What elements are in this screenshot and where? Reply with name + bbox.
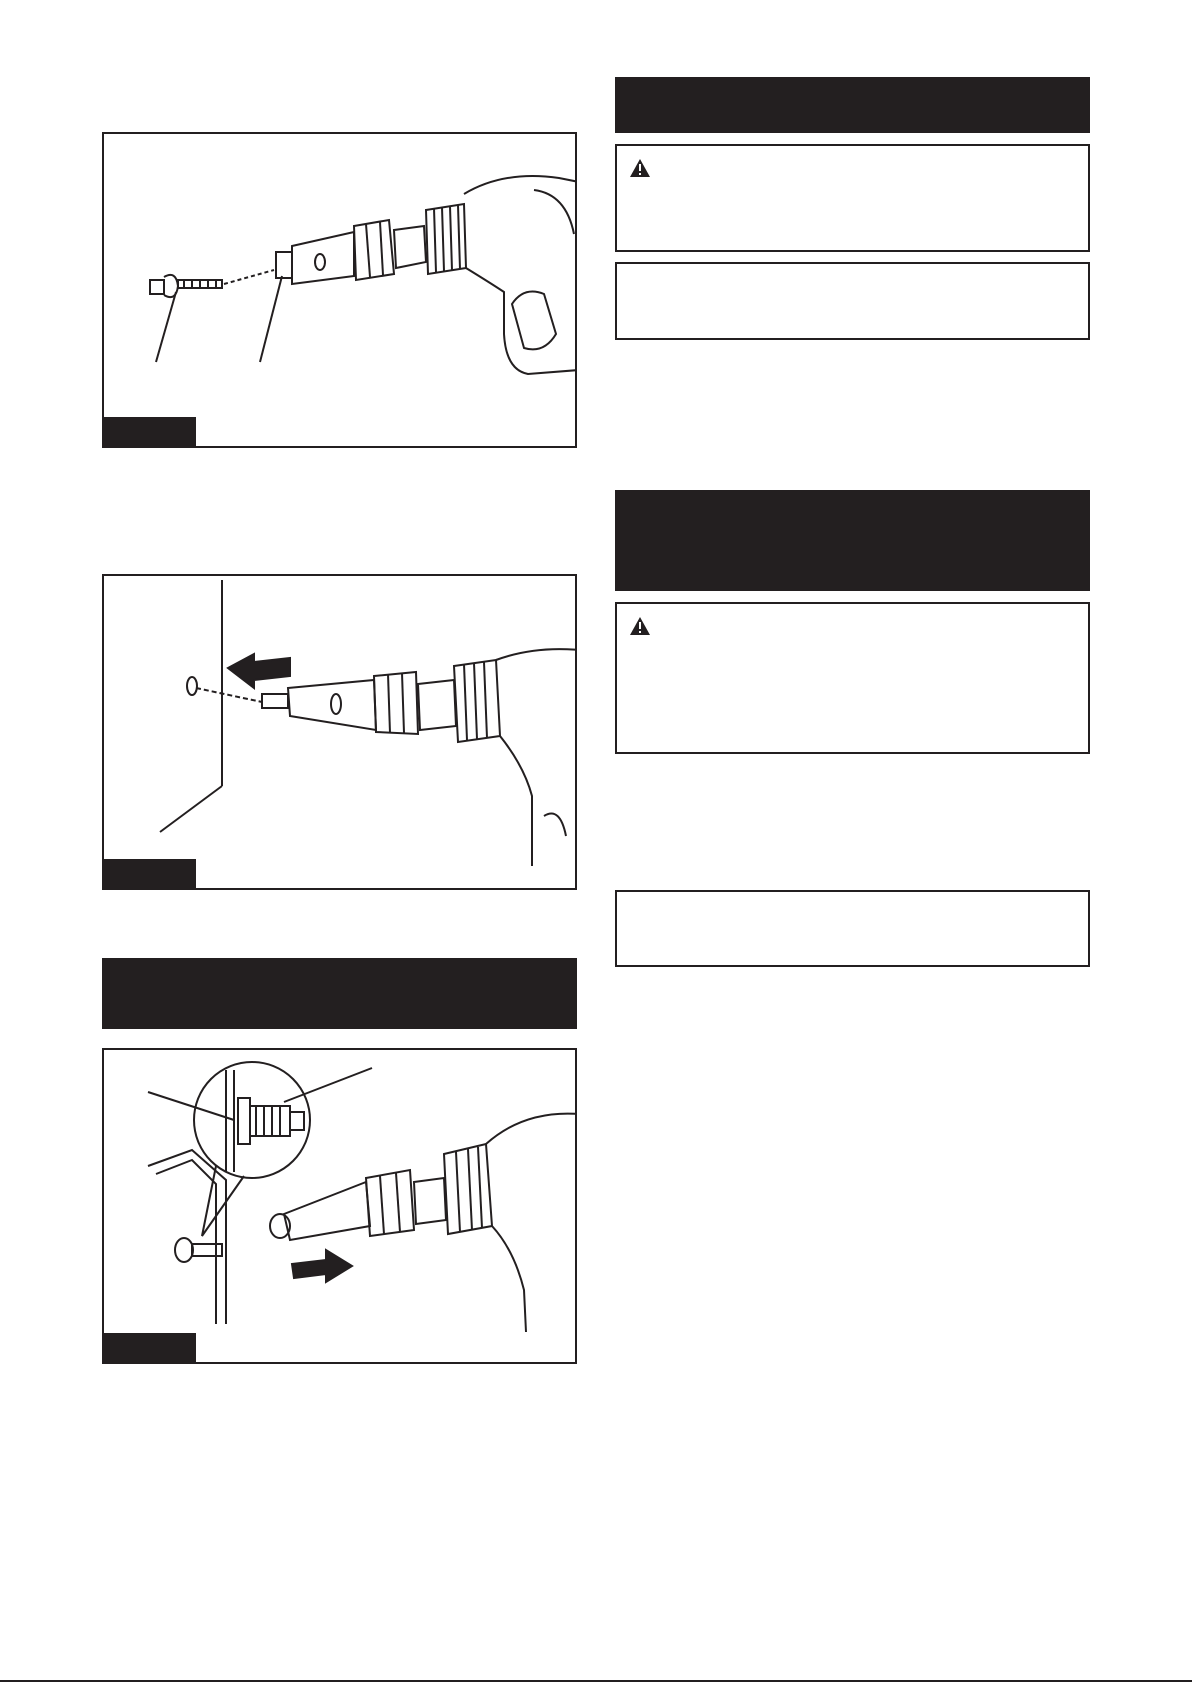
section-heading-bar-3 — [615, 490, 1090, 591]
figure-2 — [102, 574, 577, 890]
warning-box-1 — [615, 144, 1090, 252]
note-box-2 — [615, 890, 1090, 967]
figure-1 — [102, 132, 577, 448]
figure-1-illustration — [104, 134, 577, 448]
figure-2-illustration — [104, 576, 577, 890]
figure-3-illustration — [104, 1050, 577, 1364]
note-box-1 — [615, 262, 1090, 340]
warning-box-2 — [615, 602, 1090, 754]
section-heading-bar-1 — [102, 958, 577, 1029]
figure-2-label-tab — [104, 859, 196, 888]
figure-1-label-tab — [104, 417, 196, 446]
warning-triangle-icon — [629, 158, 651, 178]
figure-3 — [102, 1048, 577, 1364]
warning-triangle-icon — [629, 616, 651, 636]
figure-3-label-tab — [104, 1333, 196, 1362]
page-bottom-rule — [0, 1680, 1192, 1682]
section-heading-bar-2 — [615, 77, 1090, 133]
